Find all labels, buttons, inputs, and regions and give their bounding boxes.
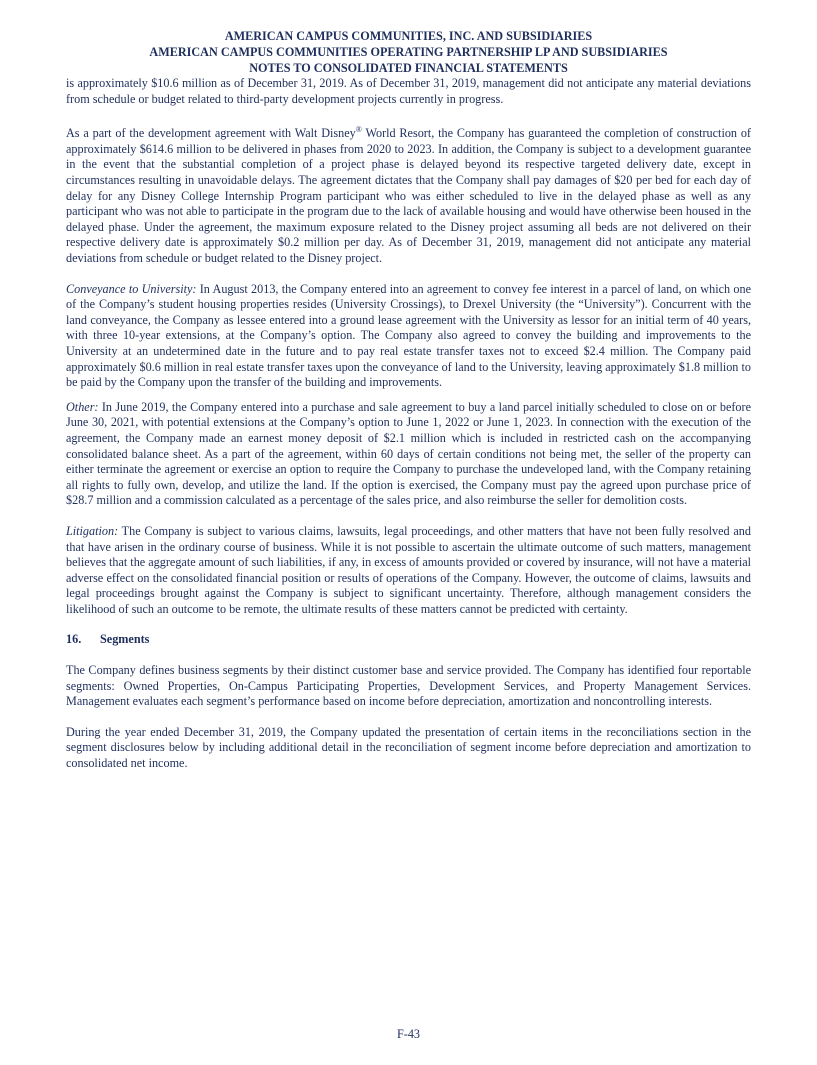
paragraph-segments-definition: The Company defines business segments by their distinct customer base and service provided. The Company has identified four reportable segments: Owned Properties, On-Campus Participating Properties, Development Services, and Property Management Services. Management evaluates each segment’s performance based on income before depreciation, amortization and noncontrolling interests. — [66, 663, 751, 709]
section-title: Segments — [100, 632, 150, 647]
document-header — [66, 28, 751, 76]
header-company: AMERICAN CAMPUS COMMUNITIES, INC. AND SUBSIDIARIES — [224, 29, 593, 43]
conveyance-heading: Conveyance to University: — [66, 281, 197, 296]
page-content — [66, 28, 751, 772]
disney-text-start: As a part of the development agreement with Walt Disney — [66, 126, 356, 141]
other-body: In June 2019, the Company entered into a purchase and sale agreement to buy a land parcel initially scheduled to close on or before June 30, 2021, with potential extensions at the Company’s option to June 1, 2022 or June 1, 2023. In connection with the execution of the agreement, the Company made an earnest money deposit of $2.1 million which is included in restricted cash on the accompanying consolidated balance sheet. As a part of the agreement, within 60 days of certain conditions not being met, the seller of the property can either terminate the agreement or exercise an option to require the Company to purchase the undeveloped land, with the Company retaining all rights to fully own, develop, and utilize the land. If the option is exercised, the Company must pay the agreed upon purchase price of $28.7 million and a commission calculated as a percentage of the sales price, and also reimburse the seller for demolition costs. — [66, 399, 751, 508]
header-partnership: AMERICAN CAMPUS COMMUNITIES OPERATING PARTNERSHIP LP AND SUBSIDIARIES — [149, 45, 668, 59]
header-notes-title: NOTES TO CONSOLIDATED FINANCIAL STATEMENTS — [249, 61, 568, 75]
registered-mark: ® — [355, 125, 362, 135]
conveyance-body: In August 2013, the Company entered into an agreement to convey fee interest in a parcel of land, on which one of the Company’s student housing properties resides (University Crossings), to Drexel University (the “University”). Concurrent with the land conveyance, the Company as lessee entered into a ground lease agreement with the University as lessor for an initial term of 40 years, with three 10-year extensions, at the Company’s option. The Company also agreed to convey the building and improvements to the University at an undetermined date in the future and to pay real estate transfer taxes not to exceed $2.4 million. The Company paid approximately $0.6 million in real estate transfer taxes upon the conveyance of land to the University, leaving approximately $1.8 million to be paid by the Company upon the transfer of the building and improvements. — [66, 281, 751, 390]
section-number: 16. — [66, 632, 82, 647]
other-heading: Other: — [66, 399, 99, 414]
litigation-body: The Company is subject to various claims, lawsuits, legal proceedings, and other matters that have not been fully resolved and that have arisen in the ordinary course of business. While it is not possible to ascertain the ultimate outcome of such matters, management believes that the aggregate amount of such liabilities, if any, in excess of amounts provided or covered by insurance, will not have a material adverse effect on the consolidated financial position or results of operations of the Company. However, the outcome of claims, lawsuits and legal proceedings brought against the Company is subject to significant uncertainty. Therefore, although management considers the likelihood of such an outcome to be remote, the ultimate results of these matters cannot be predicted with certainty. — [66, 523, 751, 616]
page-number: F-43 — [396, 1027, 421, 1041]
paragraph-segments-update: During the year ended December 31, 2019, the Company updated the presentation of certain items in the reconciliations section in the segment disclosures below by including additional detail in the reconciliation of segment income before depreciation and amortization to consolidated net income. — [66, 724, 751, 771]
disney-text-rest: World Resort, the Company has guaranteed the completion of construction of approximately $614.6 million to be delivered in phases from 2020 to 2023. In addition, the Company is subject to a development guarantee in the event that the substantial completion of a project phase is delayed beyond its respective targeted delivery date, except in circumstances resulting in unavoidable delays. The agreement dictates that the Company shall pay damages of $20 per bed for each day of delay for any Disney College Internship Program participant who was either scheduled to live in the delayed phase as well as any participant who was not able to participate in the program due to the lack of available housing and would have otherwise been housed in the delayed phase. Under the agreement, the maximum exposure related to the Disney project assuming all beds are not delivered on their respective delivery date is approximately $0.2 million per day. As of December 31, 2019, management did not anticipate any material deviations from schedule or budget related to the Disney project. — [66, 126, 751, 265]
paragraph-third-party-development: is approximately $10.6 million as of December 31, 2019. As of December 31, 2019, management did not anticipate any material deviations from schedule or budget related to third-party development projects currently in progress. — [66, 76, 751, 106]
section-heading-segments — [66, 632, 751, 648]
paragraph-litigation — [66, 524, 751, 618]
litigation-heading: Litigation: — [66, 523, 119, 538]
paragraph-other — [66, 400, 751, 509]
paragraph-disney-agreement — [66, 122, 751, 266]
paragraph-conveyance — [66, 282, 751, 391]
